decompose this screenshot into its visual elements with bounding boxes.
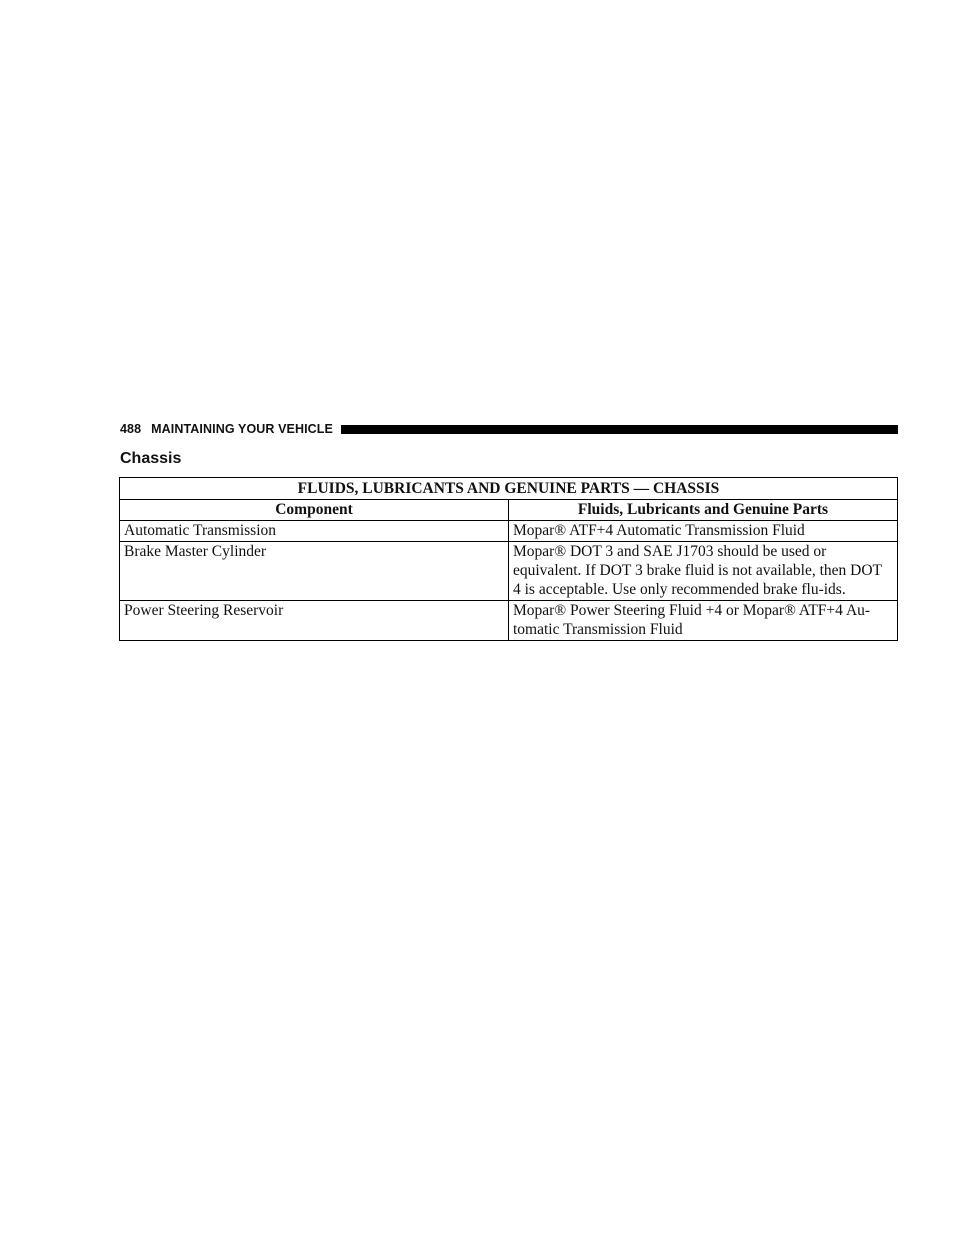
table-row: [120, 542, 898, 601]
fluid-cell: Mopar® Power Steering Fluid +4 or Mopar® ATF+4 Au-tomatic Transmission Fluid: [509, 601, 898, 641]
section-name: MAINTAINING YOUR VEHICLE: [151, 422, 333, 436]
column-header-fluids: Fluids, Lubricants and Genuine Parts: [509, 500, 898, 521]
table-caption: FLUIDS, LUBRICANTS AND GENUINE PARTS — CHASSIS: [120, 478, 898, 500]
page-header: [120, 421, 898, 437]
table-row: [120, 601, 898, 641]
header-rule: [341, 425, 898, 434]
section-title: Chassis: [120, 450, 182, 467]
component-cell: Brake Master Cylinder: [120, 542, 509, 601]
running-head: [120, 422, 333, 436]
table-header-row: [120, 500, 898, 521]
table-row: [120, 521, 898, 542]
fluid-cell: Mopar® DOT 3 and SAE J1703 should be used or equivalent. If DOT 3 brake fluid is not available, then DOT 4 is acceptable. Use only recommended brake flu-ids.: [509, 542, 898, 601]
component-cell: Automatic Transmission: [120, 521, 509, 542]
fluid-cell: Mopar® ATF+4 Automatic Transmission Fluid: [509, 521, 898, 542]
component-cell: Power Steering Reservoir: [120, 601, 509, 641]
fluids-table: [119, 477, 898, 641]
page-number: 488: [120, 422, 142, 436]
table-caption-row: [120, 478, 898, 500]
column-header-component: Component: [120, 500, 509, 521]
